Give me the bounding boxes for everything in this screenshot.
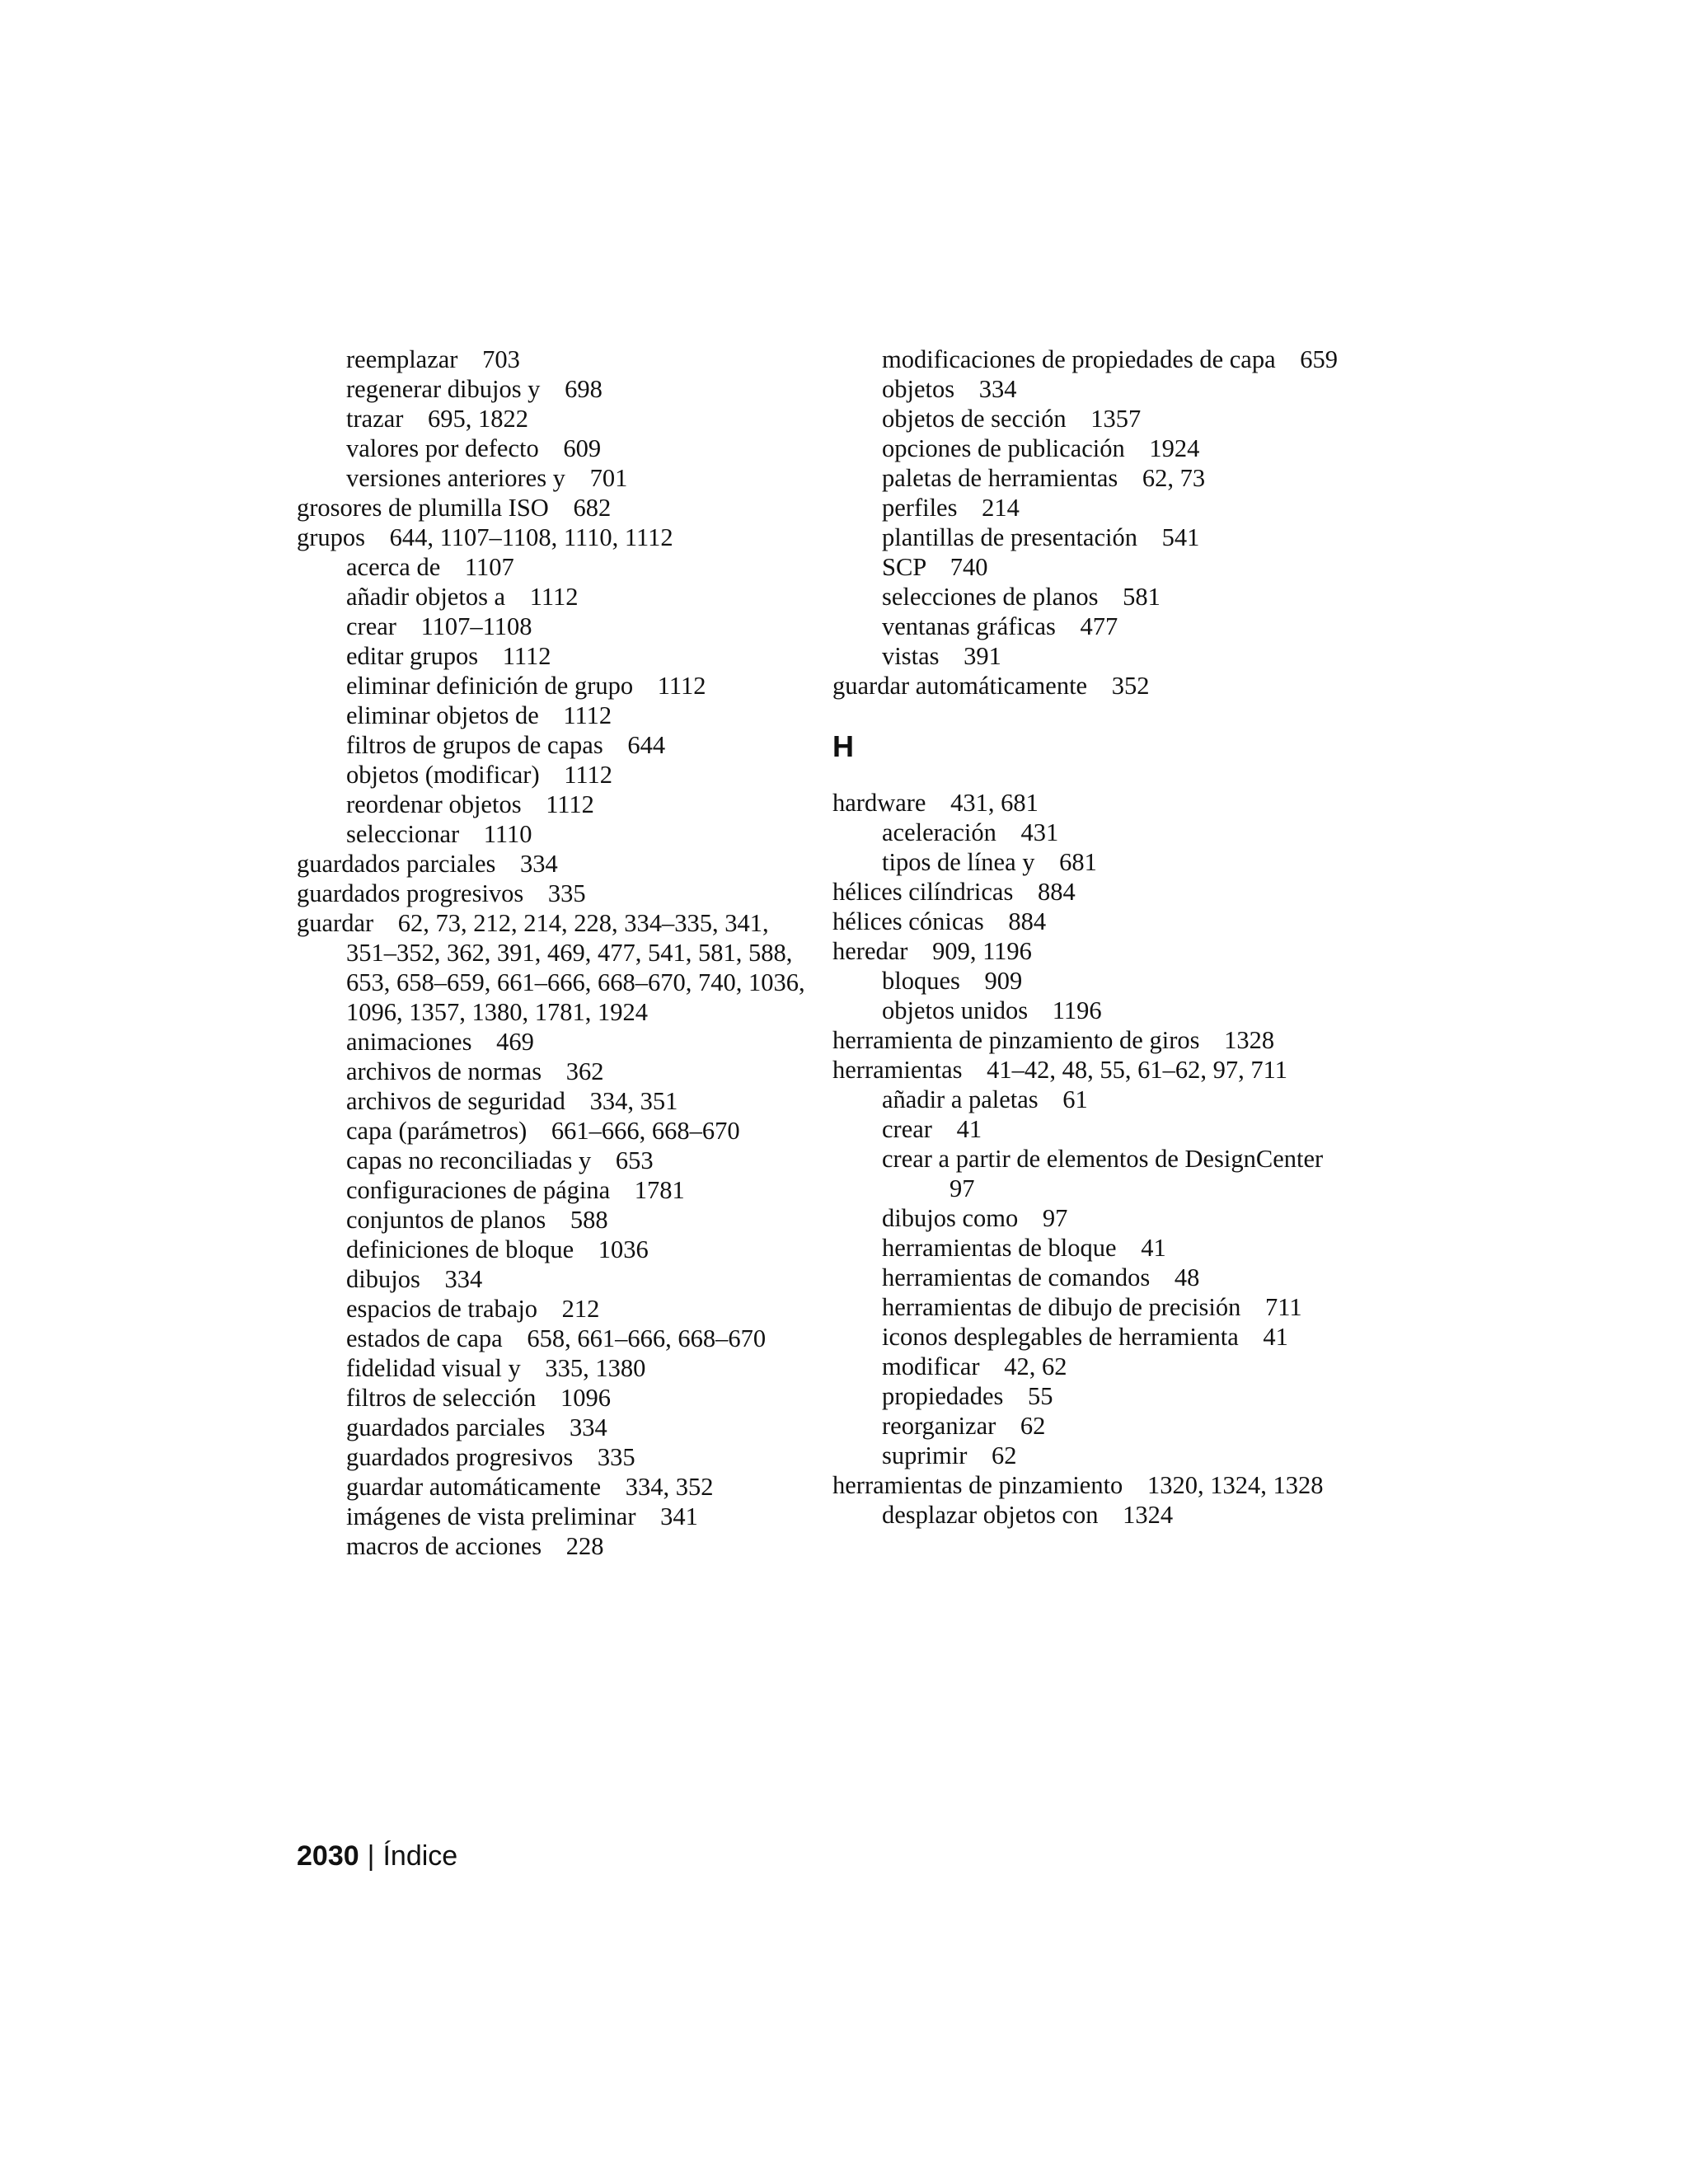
index-page-refs: 1328	[1224, 1026, 1275, 1054]
index-term: reorganizar	[882, 1412, 996, 1440]
index-subentry	[832, 1263, 1360, 1292]
index-entry	[832, 877, 1360, 907]
index-subentry	[832, 1233, 1360, 1263]
index-page-refs: 698	[565, 375, 603, 403]
index-page-refs: 1320, 1324, 1328	[1146, 1471, 1324, 1499]
index-page-refs: 335	[547, 879, 586, 907]
index-subentry	[832, 612, 1360, 641]
index-term: valores por defecto	[346, 434, 539, 462]
index-term: eliminar definición de grupo	[346, 672, 634, 700]
index-term: capas no reconciliadas y	[346, 1146, 592, 1174]
index-page-refs: 1112	[563, 701, 612, 729]
index-page-refs: 609	[563, 434, 602, 462]
index-page-refs: 41	[1141, 1234, 1166, 1262]
index-subentry	[832, 1085, 1360, 1114]
index-page-refs: 228	[565, 1532, 604, 1560]
index-term: trazar	[346, 405, 404, 433]
index-page-refs: 1357	[1090, 405, 1142, 433]
index-page-refs: 61	[1062, 1085, 1088, 1113]
index-page-refs: 62	[991, 1441, 1017, 1469]
index-subentry	[297, 434, 808, 463]
index-page-refs: 62	[1020, 1412, 1046, 1440]
index-subentry	[832, 966, 1360, 996]
index-page-refs: 1112	[529, 583, 579, 611]
index-term: guardar automáticamente	[832, 672, 1088, 700]
index-page-refs: 909	[984, 967, 1023, 995]
index-subentry	[297, 1442, 808, 1472]
index-term: hélices cónicas	[832, 907, 984, 935]
index-term: filtros de grupos de capas	[346, 731, 603, 759]
index-subentry	[832, 552, 1360, 582]
index-subentry	[297, 1205, 808, 1235]
index-page-refs: 644	[627, 731, 666, 759]
index-subentry	[832, 818, 1360, 847]
index-page-refs: 334, 352	[625, 1473, 714, 1501]
index-term: plantillas de presentación	[882, 523, 1137, 551]
index-group-g-continued	[832, 344, 1360, 701]
index-term: propiedades	[882, 1382, 1004, 1410]
section-letter-heading: H	[832, 729, 854, 763]
index-term: filtros de selección	[346, 1384, 537, 1412]
index-term: herramientas de bloque	[882, 1234, 1117, 1262]
index-entry	[832, 788, 1360, 818]
index-entry	[832, 1055, 1360, 1085]
index-page-refs: 659	[1300, 345, 1338, 373]
index-page-refs: 1196	[1052, 996, 1102, 1024]
index-subentry	[297, 1324, 808, 1353]
index-term: conjuntos de planos	[346, 1206, 546, 1234]
index-page-refs: 581	[1123, 583, 1160, 611]
index-page-refs: 1110	[483, 820, 532, 848]
index-subentry	[297, 1383, 808, 1413]
index-subentry	[297, 671, 808, 701]
index-term: acerca de	[346, 553, 441, 581]
index-page-refs: 48	[1174, 1263, 1200, 1291]
index-subentry	[832, 996, 1360, 1025]
index-subentry	[832, 434, 1360, 463]
index-page-refs: 214	[982, 494, 1020, 522]
page-number: 2030	[297, 1840, 359, 1872]
index-term: herramientas	[832, 1056, 963, 1084]
index-term: suprimir	[882, 1441, 968, 1469]
index-subentry	[297, 1057, 808, 1086]
index-term: dibujos	[346, 1265, 420, 1293]
index-page-refs: 909, 1196	[932, 937, 1032, 965]
index-page-refs: 62, 73, 212, 214, 228, 334–335, 341, 351–352, 362, 391, 469, 477, 541, 581, 588, 653, 658–659, 661–666, 668–670, 740, 1036, 1096, 1357, 1380, 1781, 1924	[346, 909, 805, 1026]
index-term: grupos	[297, 523, 366, 551]
index-page-refs: 1112	[564, 761, 612, 789]
index-subentry	[832, 1441, 1360, 1470]
index-subentry	[297, 1353, 808, 1383]
index-page-refs: 1107–1108	[420, 612, 532, 640]
index-page-refs: 62, 73	[1142, 464, 1206, 492]
index-entry	[832, 907, 1360, 936]
index-term: capa (parámetros)	[346, 1117, 528, 1145]
index-page-refs: 711	[1264, 1293, 1302, 1321]
index-subentry	[297, 1264, 808, 1294]
index-subentry	[832, 1411, 1360, 1441]
index-term: crear a partir de elementos de DesignCenter	[882, 1145, 1324, 1173]
index-term: aceleración	[882, 818, 996, 846]
index-page-refs: 334	[444, 1265, 483, 1293]
index-term: definiciones de bloque	[346, 1235, 574, 1263]
index-column-left	[297, 344, 808, 1561]
index-subentry	[297, 1027, 808, 1057]
index-subentry	[297, 701, 808, 730]
index-entry	[297, 523, 808, 552]
index-page-refs: 341	[660, 1502, 698, 1530]
index-page-refs: 1924	[1149, 434, 1200, 462]
index-term: grosores de plumilla ISO	[297, 494, 549, 522]
index-page-refs: 1036	[598, 1235, 649, 1263]
index-term: versiones anteriores y	[346, 464, 565, 492]
footer-separator: |	[367, 1840, 375, 1872]
index-page-refs: 884	[1008, 907, 1047, 935]
index-subentry	[297, 1086, 808, 1116]
index-term: configuraciones de página	[346, 1176, 611, 1204]
index-subentry	[832, 582, 1360, 612]
index-subentry	[297, 1235, 808, 1264]
index-subentry	[297, 790, 808, 819]
index-page-refs: 695, 1822	[428, 405, 529, 433]
index-term: bloques	[882, 967, 960, 995]
index-entry	[297, 849, 808, 879]
index-subentry	[297, 404, 808, 434]
index-page-refs: 334, 351	[589, 1087, 678, 1115]
page-footer	[297, 1840, 457, 1872]
index-page-refs: 97	[1042, 1204, 1068, 1232]
index-page-refs: 212	[561, 1295, 600, 1323]
index-page-refs: 1781	[634, 1176, 685, 1204]
index-page-refs: 41–42, 48, 55, 61–62, 97, 711	[987, 1056, 1288, 1084]
index-page-refs: 334	[519, 850, 558, 878]
index-group-h	[832, 788, 1360, 1530]
index-term: herramienta de pinzamiento de giros	[832, 1026, 1200, 1054]
index-page-refs: 97	[950, 1174, 975, 1202]
index-term: añadir objetos a	[346, 583, 506, 611]
index-page-refs: 701	[589, 464, 628, 492]
index-page-refs: 541	[1161, 523, 1200, 551]
index-subentry	[297, 1146, 808, 1175]
index-term: perfiles	[882, 494, 958, 522]
index-subentry	[297, 1116, 808, 1146]
index-page-refs: 362	[565, 1057, 604, 1085]
index-term: objetos	[882, 375, 955, 403]
index-subentry	[832, 493, 1360, 523]
index-page-refs: 1107	[464, 553, 514, 581]
index-subentry	[297, 1175, 808, 1205]
index-term: hélices cilíndricas	[832, 878, 1014, 906]
index-subentry	[297, 1413, 808, 1442]
index-subentry	[832, 641, 1360, 671]
index-page-refs: 884	[1037, 878, 1076, 906]
index-page-refs: 1112	[546, 790, 594, 818]
index-term: crear	[346, 612, 396, 640]
index-term: modificar	[882, 1352, 980, 1380]
index-term: archivos de normas	[346, 1057, 542, 1085]
index-page-refs: 588	[570, 1206, 608, 1234]
index-entry	[832, 1470, 1360, 1500]
index-term: guardar	[297, 909, 374, 937]
index-entry	[297, 908, 808, 1027]
index-page-refs: 1096	[560, 1384, 611, 1412]
index-page-refs: 334	[569, 1413, 607, 1441]
index-page-refs: 334	[978, 375, 1017, 403]
index-subentry	[832, 463, 1360, 493]
footer-section-name: Índice	[382, 1840, 458, 1872]
index-term: guardados progresivos	[346, 1443, 574, 1471]
index-page-refs: 41	[956, 1115, 982, 1143]
index-page-refs: 335, 1380	[545, 1354, 646, 1382]
index-entry	[297, 879, 808, 908]
index-page-refs: 391	[964, 642, 1001, 670]
index-term: objetos unidos	[882, 996, 1029, 1024]
index-term: objetos (modificar)	[346, 761, 540, 789]
index-subentry	[832, 374, 1360, 404]
index-subentry	[297, 1531, 808, 1561]
index-term: animaciones	[346, 1028, 472, 1056]
index-term: hardware	[832, 789, 926, 817]
index-term: opciones de publicación	[882, 434, 1125, 462]
index-subentry	[297, 552, 808, 582]
index-term: dibujos como	[882, 1204, 1019, 1232]
index-subentry	[832, 1500, 1360, 1530]
index-subentry	[832, 1114, 1360, 1144]
index-subentry	[832, 1144, 1360, 1203]
index-page-refs: 703	[482, 345, 520, 373]
index-subentry	[832, 523, 1360, 552]
index-subentry	[832, 1322, 1360, 1352]
index-term: herramientas de pinzamiento	[832, 1471, 1123, 1499]
index-term: ventanas gráficas	[882, 612, 1056, 640]
index-entry	[832, 671, 1360, 701]
index-term: imágenes de vista preliminar	[346, 1502, 636, 1530]
index-page-refs: 682	[573, 494, 612, 522]
index-entry	[832, 936, 1360, 966]
index-term: guardados parciales	[346, 1413, 546, 1441]
index-term: estados de capa	[346, 1324, 503, 1352]
index-term: modificaciones de propiedades de capa	[882, 345, 1276, 373]
index-term: regenerar dibujos y	[346, 375, 541, 403]
index-term: añadir a paletas	[882, 1085, 1039, 1113]
index-subentry	[832, 1352, 1360, 1381]
index-term: iconos desplegables de herramienta	[882, 1323, 1239, 1351]
index-page-refs: 431	[1020, 818, 1059, 846]
index-page-refs: 661–666, 668–670	[551, 1117, 740, 1145]
index-subentry	[297, 1502, 808, 1531]
index-subentry	[297, 760, 808, 790]
index-page-refs: 469	[496, 1028, 534, 1056]
index-subentry	[832, 344, 1360, 374]
index-term: crear	[882, 1115, 932, 1143]
index-subentry	[297, 1472, 808, 1502]
index-term: objetos de sección	[882, 405, 1067, 433]
index-page-refs: 352	[1111, 672, 1150, 700]
index-subentry	[297, 730, 808, 760]
index-page-refs: 41	[1263, 1323, 1288, 1351]
index-term: guardados parciales	[297, 850, 496, 878]
index-page-refs: 42, 62	[1004, 1352, 1067, 1380]
index-term: guardar automáticamente	[346, 1473, 602, 1501]
index-term: fidelidad visual y	[346, 1354, 521, 1382]
index-subentry	[297, 344, 808, 374]
index-page-refs: 431, 681	[950, 789, 1039, 817]
index-term: heredar	[832, 937, 908, 965]
index-term: guardados progresivos	[297, 879, 524, 907]
index-page-refs: 55	[1028, 1382, 1053, 1410]
index-subentry	[297, 1294, 808, 1324]
index-term: SCP	[882, 553, 926, 581]
index-entry	[832, 1025, 1360, 1055]
index-subentry	[297, 641, 808, 671]
index-term: eliminar objetos de	[346, 701, 539, 729]
index-page-refs: 1324	[1123, 1501, 1174, 1529]
index-page-refs: 653	[615, 1146, 654, 1174]
index-term: herramientas de dibujo de precisión	[882, 1293, 1241, 1321]
index-subentry	[832, 404, 1360, 434]
index-term: reemplazar	[346, 345, 458, 373]
index-subentry	[297, 374, 808, 404]
index-page-refs: 740	[950, 553, 988, 581]
index-subentry	[832, 1203, 1360, 1233]
index-subentry	[297, 582, 808, 612]
index-subentry	[297, 819, 808, 849]
index-page-refs: 658, 661–666, 668–670	[527, 1324, 767, 1352]
index-subentry	[297, 612, 808, 641]
index-page-refs: 477	[1080, 612, 1118, 640]
index-term: editar grupos	[346, 642, 479, 670]
index-page-refs: 1112	[502, 642, 551, 670]
index-entry	[297, 493, 808, 523]
index-page-refs: 335	[597, 1443, 635, 1471]
index-term: desplazar objetos con	[882, 1501, 1099, 1529]
index-subentry	[832, 847, 1360, 877]
index-page-refs: 644, 1107–1108, 1110, 1112	[389, 523, 673, 551]
index-subentry	[832, 1381, 1360, 1411]
index-subentry	[832, 1292, 1360, 1322]
index-term: espacios de trabajo	[346, 1295, 538, 1323]
index-term: vistas	[882, 642, 940, 670]
index-term: seleccionar	[346, 820, 460, 848]
index-term: paletas de herramientas	[882, 464, 1118, 492]
index-term: reordenar objetos	[346, 790, 522, 818]
index-column-right	[832, 344, 1360, 1530]
index-subentry	[297, 463, 808, 493]
index-page-refs: 1112	[657, 672, 706, 700]
index-term: archivos de seguridad	[346, 1087, 565, 1115]
index-term: herramientas de comandos	[882, 1263, 1151, 1291]
index-term: tipos de línea y	[882, 848, 1035, 876]
index-term: selecciones de planos	[882, 583, 1099, 611]
index-term: macros de acciones	[346, 1532, 542, 1560]
index-page-refs: 681	[1059, 848, 1097, 876]
